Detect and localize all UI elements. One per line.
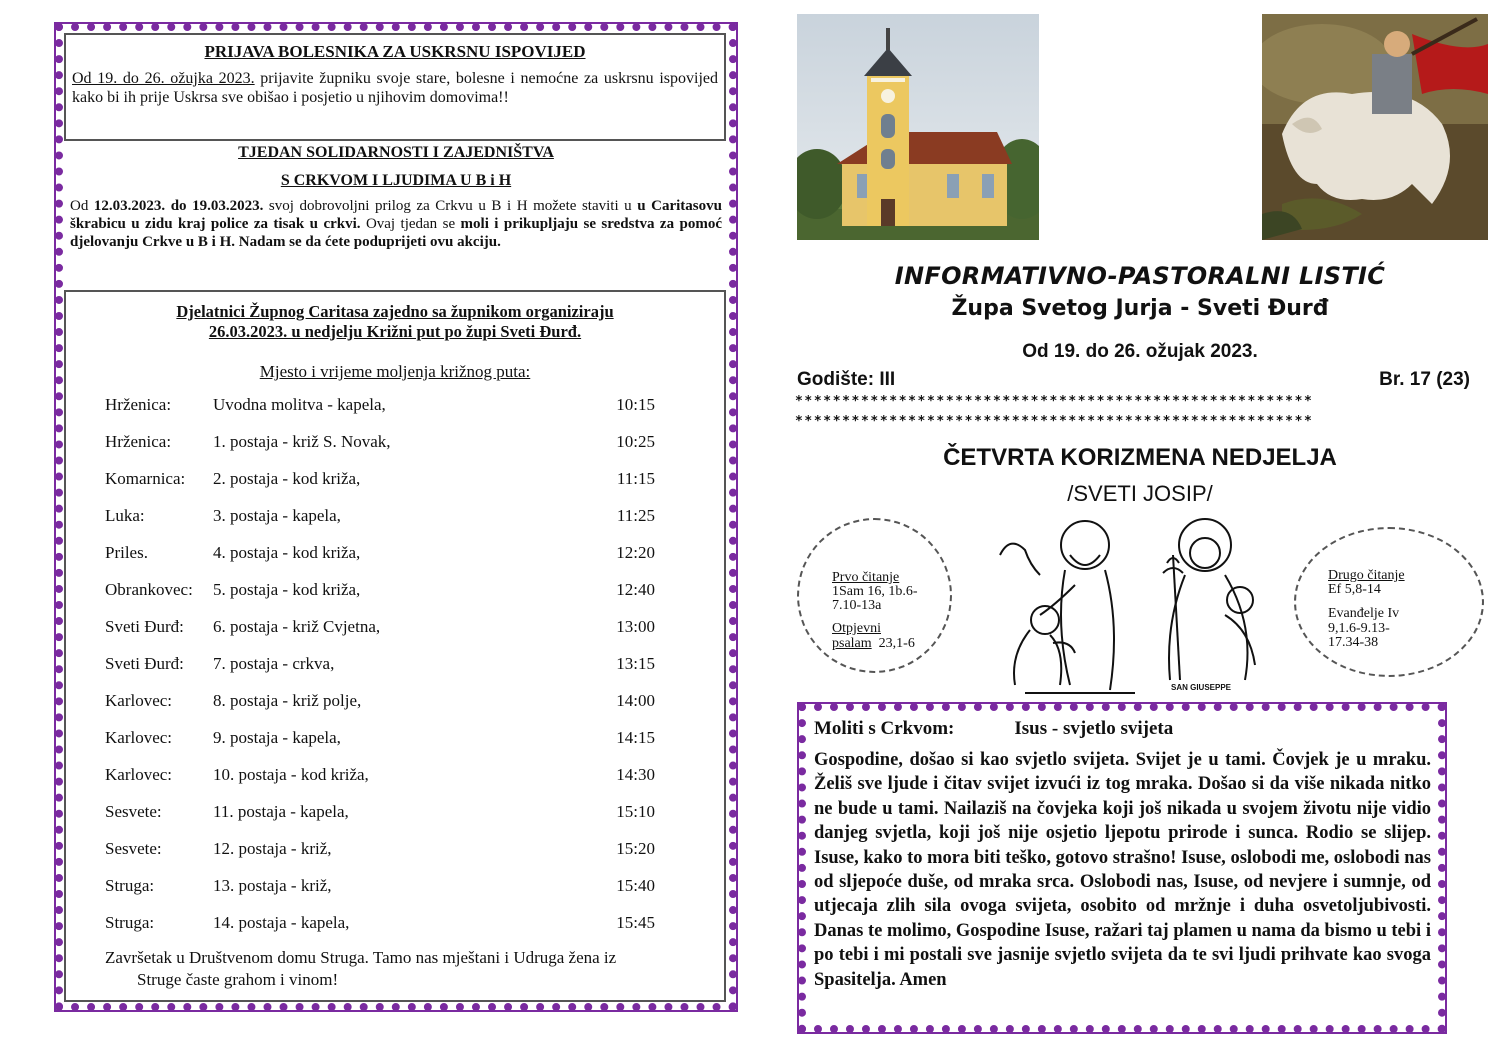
station-desc: 3. postaja - kapela, [213, 506, 341, 525]
sick-confession-dates: Od 19. do 26. ožujka 2023. [72, 70, 255, 87]
issue-number: Br. 17 (23) [1379, 369, 1470, 390]
station-place: Karlovec: [105, 691, 173, 710]
saint-name: /SVETI JOSIP/ [1067, 481, 1213, 506]
station-row [105, 654, 665, 676]
station-desc: 8. postaja - križ polje, [213, 691, 362, 710]
station-place: Sesvete: [105, 839, 162, 858]
sick-confession-title: PRIJAVA BOLESNIKA ZA USKRSNU ISPOVIJED [204, 42, 586, 61]
station-desc: Uvodna molitva - kapela, [213, 395, 386, 414]
readings-left-circle [797, 518, 952, 673]
station-time: 12:20 [616, 543, 655, 562]
station-place: Struga: [105, 876, 155, 895]
cross-title-line2: 26.03.2023. u nedjelju Križni put po župi Sveti Đurđ. [208, 322, 582, 341]
leaflet-title: INFORMATIVNO-PASTORALNI LISTIĆ [894, 262, 1386, 290]
station-row [105, 543, 665, 565]
solidarity-section [70, 144, 722, 251]
psalm-ref: 23,1-6 [878, 636, 915, 651]
cross-title-line1: Djelatnici Župnog Caritasa zajedno sa župnikom organiziraju [176, 302, 614, 321]
readings-right-circle [1294, 527, 1484, 677]
station-time: 14:00 [616, 691, 655, 710]
sick-confession-text: Od 19. do 26. ožujka 2023. prijavite župniku svoje stare, bolesne i nemoćne za uskrsnu ispovijed kako bi ih prije Uskrsa sve obišao i posjetio u njihovim domovima!! [72, 70, 719, 106]
station-time: 15:40 [616, 876, 655, 895]
solidarity-subtitle: S CRKVOM I LJUDIMA U B i H [280, 172, 512, 189]
station-time: 13:15 [616, 654, 655, 673]
station-place: Sesvete: [105, 802, 162, 821]
station-time: 10:15 [616, 395, 655, 414]
station-time: 14:15 [616, 728, 655, 747]
station-time: 14:30 [616, 765, 655, 784]
first-reading-label: Prvo čitanje [832, 570, 900, 585]
first-reading-ref1: 1Sam 16, 1b.6- [832, 584, 918, 599]
cross-ending-line1: Završetak u Društvenom domu Struga. Tamo nas mještani i Udruga žena iz [105, 948, 617, 967]
second-reading-label: Drugo čitanje [1328, 568, 1405, 583]
station-desc: 11. postaja - kapela, [213, 802, 349, 821]
station-row [105, 913, 665, 935]
station-row [105, 728, 665, 750]
station-place: Komarnica: [105, 469, 186, 488]
station-place: Hrženica: [105, 395, 172, 414]
station-desc: 2. postaja - kod križa, [213, 469, 361, 488]
station-desc: 14. postaja - kapela, [213, 913, 350, 932]
sick-confession-box [64, 33, 726, 141]
station-place: Karlovec: [105, 765, 173, 784]
station-row [105, 876, 665, 898]
parish-name: Župa Svetog Jurja - Sveti Đurđ [951, 296, 1329, 321]
prayer-title: Isus - svjetlo svijeta [1014, 718, 1174, 739]
prayer-heading [814, 718, 1173, 740]
station-desc: 1. postaja - križ S. Novak, [213, 432, 391, 451]
station-time: 13:00 [616, 617, 655, 636]
prayer-text: Gospodine, došao si kao svjetlo svijeta. Svijet je u tami. Čovjek je u mraku. Želiš sve ljude i čitav svijet izvući iz tog mraka. Došao si da više nikada nitko ne bude u tami. Nailaziš na čovjeka koji još nikada u svojem životu nije vidio danjeg svjetla, koji još nije osjetio ljepotu prirode i sunca. Rodio se slijep. Isuse, kako to mora biti teško, gotovo strašno! Isuse, oslobodi me, oslobodi nas od sljepoće duše, od mraka srca. Oslobodi nas, Isuse, od nevjere i sumnje, od utjecaja zlih sila ovoga svijeta, osobito od mržnje i duha osvetoljubivosti. Danas te molimo, Gospodine Isuse, ražari taj plamen u nama da bismo u tebi i po tebi i mi postali sve jasnije svjetlo svijeta da te svi ljudi prihvate kao svoga Spasitelja. Amen [814, 750, 1431, 990]
station-time: 11:25 [616, 506, 655, 525]
station-row [105, 395, 665, 417]
station-desc: 5. postaja - kod križa, [213, 580, 361, 599]
station-place: Struga: [105, 913, 155, 932]
station-desc: 13. postaja - križ, [213, 876, 332, 895]
station-row [105, 506, 665, 528]
station-row [105, 802, 665, 824]
station-time: 11:15 [616, 469, 655, 488]
solidarity-text: Od 12.03.2023. do 19.03.2023. svoj dobrovoljni prilog za Crkvu u B i H možete staviti u u Caritasovu škrabicu u zidu kraj police za tisak u crkvi. Ovaj tjedan se moli i prikupljaju se sredstva za pomoć djelovanju Crkve u B i H. Nadam se da ćete poduprijeti ovu akciju. [70, 198, 722, 250]
station-time: 15:20 [616, 839, 655, 858]
saint-george-painting [1262, 14, 1488, 240]
station-desc: 10. postaja - kod križa, [213, 765, 369, 784]
gospel-ref1: 9,1.6-9.13- [1328, 621, 1390, 636]
cross-subtitle: Mjesto i vrijeme moljenja križnog puta: [259, 362, 531, 381]
solidarity-title: TJEDAN SOLIDARNOSTI I ZAJEDNIŠTVA [238, 144, 554, 161]
star-divider-2: ******************************************************* [795, 414, 1314, 429]
gospel-illustration [995, 515, 1290, 697]
station-row [105, 469, 665, 491]
station-place: Hrženica: [105, 432, 172, 451]
church-photo [797, 14, 1039, 240]
sunday-title: ČETVRTA KORIZMENA NEDJELJA [943, 444, 1337, 471]
gospel-label: Evanđelje Iv [1328, 606, 1400, 621]
station-row [105, 839, 665, 861]
station-place: Sveti Đurđ: [105, 654, 184, 673]
station-row [105, 580, 665, 602]
volume-label: Godište: III [797, 369, 896, 390]
station-row [105, 432, 665, 454]
station-row [105, 617, 665, 639]
psalm-label1: Otpjevni [832, 621, 881, 636]
station-desc: 4. postaja - kod križa, [213, 543, 361, 562]
station-place: Karlovec: [105, 728, 173, 747]
psalm-label2: psalam [832, 636, 872, 651]
second-reading-ref: Ef 5,8-14 [1328, 582, 1381, 597]
station-desc: 6. postaja - križ Cvjetna, [213, 617, 381, 636]
station-place: Obrankovec: [105, 580, 193, 599]
station-desc: 7. postaja - crkva, [213, 654, 335, 673]
station-row [105, 691, 665, 713]
first-reading-ref2: 7.10-13a [832, 598, 882, 613]
station-desc: 9. postaja - kapela, [213, 728, 341, 747]
station-row [105, 765, 665, 787]
illustration-caption: SAN GIUSEPPE [1171, 683, 1232, 692]
station-time: 15:45 [616, 913, 655, 932]
star-divider-1: ******************************************************* [795, 394, 1314, 409]
station-time: 12:40 [616, 580, 655, 599]
station-desc: 12. postaja - križ, [213, 839, 332, 858]
gospel-ref2: 17.34-38 [1328, 635, 1379, 650]
cross-ending-line2: Struge časte grahom i vinom! [137, 970, 339, 989]
prayer-label: Moliti s Crkvom: [814, 718, 955, 739]
station-time: 15:10 [616, 802, 655, 821]
station-place: Luka: [105, 506, 145, 525]
station-time: 10:25 [616, 432, 655, 451]
station-place: Priles. [105, 543, 148, 562]
station-place: Sveti Đurđ: [105, 617, 184, 636]
week-dates: Od 19. do 26. ožujak 2023. [1022, 341, 1258, 362]
